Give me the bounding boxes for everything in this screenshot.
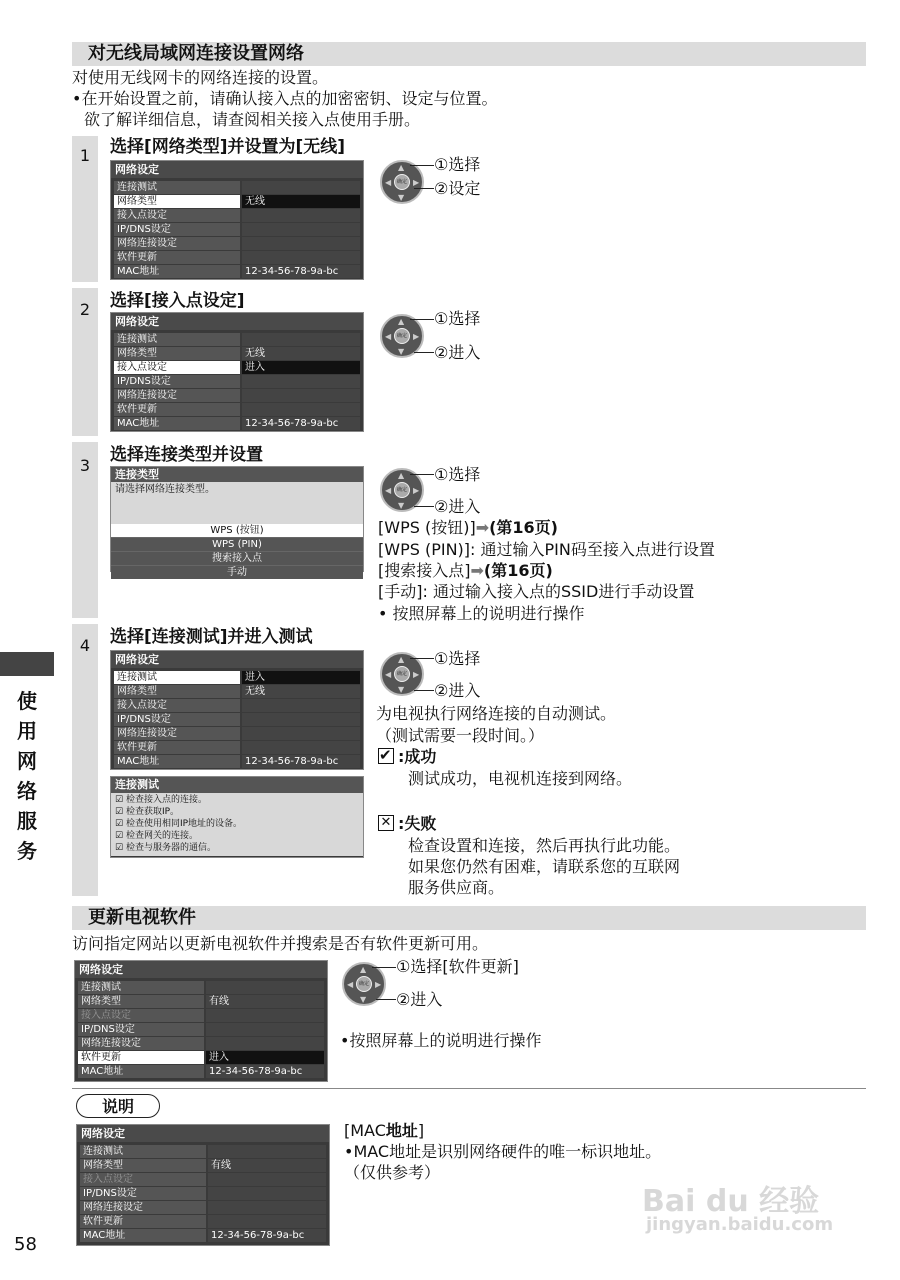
menu-row-label: 连接测试 (114, 333, 240, 346)
menu-row-value (242, 375, 360, 388)
menu-row-value (206, 981, 324, 994)
section-intro: 对使用无线网卡的网络连接的设置。 (72, 68, 329, 87)
instruction-note: •按照屏幕上的说明进行操作 (340, 1031, 542, 1050)
menu-row-label: 接入点设定 (114, 699, 240, 712)
menu-row-label: 软件更新 (114, 251, 240, 264)
menu-row-label: 网络类型 (78, 995, 204, 1008)
step-column-4 (72, 624, 98, 896)
menu-row[interactable] (111, 333, 363, 347)
network-settings-menu (76, 1124, 330, 1246)
checkmark-icon: ✔ (378, 748, 394, 764)
menu-row[interactable] (111, 251, 363, 265)
option-manual[interactable]: 手动 (111, 566, 363, 579)
menu-row-label: MAC地址 (80, 1229, 206, 1242)
menu-row[interactable] (77, 1229, 329, 1243)
option-search-ap[interactable]: 搜索接入点 (111, 552, 363, 566)
panel-title: 连接测试 (111, 777, 363, 793)
menu-row[interactable] (75, 1037, 327, 1051)
page-number: 58 (14, 1234, 37, 1255)
menu-title: 网络设定 (111, 651, 363, 668)
menu-row-label: 连接测试 (78, 981, 204, 994)
menu-row[interactable] (77, 1145, 329, 1159)
menu-row-value (242, 403, 360, 416)
menu-row-label: 软件更新 (80, 1215, 206, 1228)
manual-line: [手动]: 通过输入接入点的SSID进行手动设置 (378, 582, 695, 601)
menu-row-value: 进入 (242, 361, 360, 374)
checkbox-icon: ☑ (115, 831, 126, 841)
section-title-wireless: 对无线局域网连接设置网络 (72, 42, 866, 66)
menu-row-label: IP/DNS设定 (114, 713, 240, 726)
callout-select: ①选择[软件更新] (396, 957, 519, 976)
menu-row-label: 接入点设定 (80, 1173, 206, 1186)
test-checklist-item: ☑ 检查接入点的连接。 (115, 795, 207, 805)
step-title: 选择[接入点设定] (110, 291, 245, 311)
connection-type-panel (110, 466, 364, 578)
menu-row-label: 网络连接设定 (80, 1201, 206, 1214)
menu-row-value: 12-34-56-78-9a-bc (242, 265, 360, 278)
menu-row[interactable] (111, 713, 363, 727)
test-checklist-item: ☑ 检查与服务器的通信。 (115, 843, 216, 853)
callout-select: ①选择 (434, 309, 481, 328)
arrow-right-icon: ➡ (470, 561, 484, 580)
menu-row-value (208, 1173, 326, 1186)
menu-row-value (242, 727, 360, 740)
step-title: 选择[连接测试]并进入测试 (110, 627, 313, 647)
menu-row[interactable] (75, 995, 327, 1009)
test-description: 为电视执行网络连接的自动测试。 (376, 704, 617, 723)
success-label: :成功 (398, 747, 437, 766)
menu-row-value (242, 181, 360, 194)
panel-title: 连接类型 (111, 467, 363, 482)
menu-row-value: 12-34-56-78-9a-bc (206, 1065, 324, 1078)
network-settings-menu (110, 650, 364, 770)
fail-text: 服务供应商。 (408, 878, 505, 897)
section-title-update: 更新电视软件 (72, 906, 866, 930)
menu-row-label: 连接测试 (114, 181, 240, 194)
menu-row[interactable] (111, 195, 363, 209)
menu-row-label: IP/DNS设定 (78, 1023, 204, 1036)
menu-row-label: MAC地址 (114, 265, 240, 278)
chapter-tab (0, 652, 54, 676)
menu-row-label: MAC地址 (114, 755, 240, 768)
callout-enter: ②进入 (434, 681, 481, 700)
network-settings-menu (74, 960, 328, 1082)
checkbox-icon: ☑ (115, 807, 126, 817)
menu-row[interactable] (77, 1187, 329, 1201)
menu-row-value: 进入 (206, 1051, 324, 1064)
menu-row[interactable] (111, 755, 363, 769)
menu-row-value (242, 251, 360, 264)
test-checklist-item: ☑ 检查网关的连接。 (115, 831, 198, 841)
menu-row-label: 网络类型 (114, 347, 240, 360)
baidu-watermark-url: jingyan.baidu.com (646, 1214, 834, 1235)
menu-row-value: 无线 (242, 195, 360, 208)
checkbox-icon: ☑ (115, 843, 126, 853)
menu-row[interactable] (111, 347, 363, 361)
menu-row-value: 无线 (242, 685, 360, 698)
menu-row-value: 12-34-56-78-9a-bc (208, 1229, 326, 1242)
callout-select: ①选择 (434, 649, 481, 668)
menu-row-value: 12-34-56-78-9a-bc (242, 755, 360, 768)
menu-row-value: 有线 (206, 995, 324, 1008)
menu-row-value (208, 1145, 326, 1158)
test-checklist (111, 793, 363, 856)
search-ap-line: [搜索接入点]➡(第16页) (378, 561, 553, 580)
menu-row-value (242, 713, 360, 726)
menu-title: 网络设定 (111, 161, 363, 178)
menu-row-label: 连接测试 (114, 671, 240, 684)
menu-row[interactable] (111, 417, 363, 431)
remote-dial-icon: ▲ ▼ ◀ ▶ 确定 (380, 314, 424, 358)
callout-enter: ②进入 (434, 343, 481, 362)
menu-row-label: 网络连接设定 (78, 1037, 204, 1050)
menu-row-value (206, 1009, 324, 1022)
menu-row-label: 软件更新 (114, 403, 240, 416)
chapter-title: 使用网络服务 (17, 689, 37, 863)
menu-row-value (242, 699, 360, 712)
menu-row-label: 网络连接设定 (114, 237, 240, 250)
callout-set: ②设定 (434, 179, 481, 198)
step-title: 选择[网络类型]并设置为[无线] (110, 137, 346, 157)
menu-row-label: 网络类型 (80, 1159, 206, 1172)
instruction-note: • 按照屏幕上的说明进行操作 (378, 604, 585, 623)
remote-dial-icon: ▲ ▼ ◀ ▶ 确定 (380, 652, 424, 696)
menu-row-label: 软件更新 (78, 1051, 204, 1064)
option-wps-button[interactable]: WPS (按钮) (111, 524, 363, 538)
menu-row-label: IP/DNS设定 (114, 223, 240, 236)
menu-row-value (242, 237, 360, 250)
remote-dial-icon: ▲ ▼ ◀ ▶ 确定 (380, 160, 424, 204)
callout-select: ①选择 (434, 155, 481, 174)
menu-row-label: 网络类型 (114, 685, 240, 698)
menu-title: 网络设定 (75, 961, 327, 978)
section-bullet-cont: 欲了解详细信息，请查阅相关接入点使用手册。 (84, 110, 421, 129)
step-number: 4 (79, 636, 91, 655)
remote-dial-icon: ▲ ▼ ◀ ▶ 确定 (380, 468, 424, 512)
remote-dial-icon: ▲ ▼ ◀ ▶ 确定 (342, 962, 386, 1006)
callout-enter: ②进入 (434, 497, 481, 516)
menu-row[interactable] (77, 1215, 329, 1229)
menu-row-value (242, 209, 360, 222)
menu-row-label: 软件更新 (114, 741, 240, 754)
menu-row[interactable] (77, 1159, 329, 1173)
menu-title: 网络设定 (77, 1125, 329, 1142)
callout-enter: ②进入 (396, 990, 443, 1009)
menu-row[interactable] (111, 265, 363, 279)
step-number: 2 (79, 300, 91, 319)
menu-row-value (208, 1187, 326, 1200)
wps-button-line: [WPS (按钮)]➡(第16页) (378, 518, 558, 537)
menu-row[interactable] (111, 181, 363, 195)
arrow-right-icon: ➡ (475, 518, 490, 537)
menu-row-value: 有线 (208, 1159, 326, 1172)
menu-row[interactable] (111, 727, 363, 741)
menu-row-value: 进入 (242, 671, 360, 684)
panel-prompt: 请选择网络连接类型。 (111, 482, 363, 510)
menu-row-value (208, 1201, 326, 1214)
menu-row[interactable] (111, 685, 363, 699)
menu-row-value (206, 1037, 324, 1050)
menu-row-label: 网络连接设定 (114, 727, 240, 740)
menu-row-value: 无线 (242, 347, 360, 360)
checkbox-icon: ☑ (115, 819, 126, 829)
menu-row-label: IP/DNS设定 (114, 375, 240, 388)
baidu-watermark-logo: Bai du 经验 (642, 1184, 820, 1219)
menu-row-label: MAC地址 (78, 1065, 204, 1078)
connection-test-panel (110, 776, 364, 858)
menu-row[interactable] (111, 699, 363, 713)
menu-row-label: 网络连接设定 (114, 389, 240, 402)
checkbox-icon: ☑ (115, 795, 126, 805)
menu-row[interactable] (75, 1023, 327, 1037)
step-number: 1 (79, 146, 91, 165)
menu-row[interactable] (111, 671, 363, 685)
menu-row-label: IP/DNS设定 (80, 1187, 206, 1200)
menu-row[interactable] (75, 981, 327, 995)
test-checklist-item: ☑ 检查使用相同IP地址的设备。 (115, 819, 243, 829)
section-bullet: •在开始设置之前，请确认接入点的加密密钥、设定与位置。 (72, 89, 498, 108)
menu-row-label: 接入点设定 (78, 1009, 204, 1022)
note-label: 说明 (76, 1094, 160, 1118)
network-settings-menu (110, 160, 364, 280)
menu-row-value (242, 389, 360, 402)
menu-row[interactable] (111, 237, 363, 251)
mac-heading: [MAC地址] (344, 1121, 425, 1140)
mac-reference: （仅供参考） (344, 1163, 441, 1182)
menu-row[interactable] (75, 1009, 327, 1023)
cross-box-icon: ✕ (378, 815, 394, 831)
network-settings-menu (110, 312, 364, 432)
fail-text: 检查设置和连接，然后再执行此功能。 (408, 836, 681, 855)
menu-row[interactable] (111, 403, 363, 417)
menu-row[interactable] (111, 361, 363, 375)
menu-row[interactable] (75, 1065, 327, 1079)
callout-select: ①选择 (434, 465, 481, 484)
menu-row[interactable] (75, 1051, 327, 1065)
fail-label: :失败 (398, 814, 437, 833)
menu-row[interactable] (111, 741, 363, 755)
step-title: 选择连接类型并设置 (110, 445, 263, 465)
test-duration-note: （测试需要一段时间。） (376, 726, 545, 745)
wps-pin-line: [WPS (PIN)]: 通过输入PIN码至接入点进行设置 (378, 540, 715, 559)
menu-row-label: 接入点设定 (114, 361, 240, 374)
success-text: 测试成功，电视机连接到网络。 (408, 769, 633, 788)
fail-text: 如果您仍然有困难，请联系您的互联网 (408, 857, 681, 876)
menu-row[interactable] (111, 223, 363, 237)
menu-title: 网络设定 (111, 313, 363, 330)
menu-row-value (242, 333, 360, 346)
menu-row-label: MAC地址 (114, 417, 240, 430)
section-intro: 访问指定网站以更新电视软件并搜索是否有软件更新可用。 (72, 934, 489, 953)
menu-row[interactable] (77, 1173, 329, 1187)
divider (72, 1088, 866, 1089)
menu-row[interactable] (111, 375, 363, 389)
menu-row-value (206, 1023, 324, 1036)
menu-row-value (208, 1215, 326, 1228)
menu-row[interactable] (77, 1201, 329, 1215)
menu-row-label: 接入点设定 (114, 209, 240, 222)
option-wps-pin[interactable]: WPS (PIN) (111, 538, 363, 552)
step-number: 3 (79, 456, 91, 475)
menu-row-value (242, 223, 360, 236)
menu-row[interactable] (111, 209, 363, 223)
test-checklist-item: ☑ 检查获取IP。 (115, 807, 180, 817)
menu-row-value: 12-34-56-78-9a-bc (242, 417, 360, 430)
mac-description: •MAC地址是识别网络硬件的唯一标识地址。 (344, 1142, 662, 1161)
menu-row-label: 连接测试 (80, 1145, 206, 1158)
menu-row[interactable] (111, 389, 363, 403)
menu-row-label: 网络类型 (114, 195, 240, 208)
menu-row-value (242, 741, 360, 754)
